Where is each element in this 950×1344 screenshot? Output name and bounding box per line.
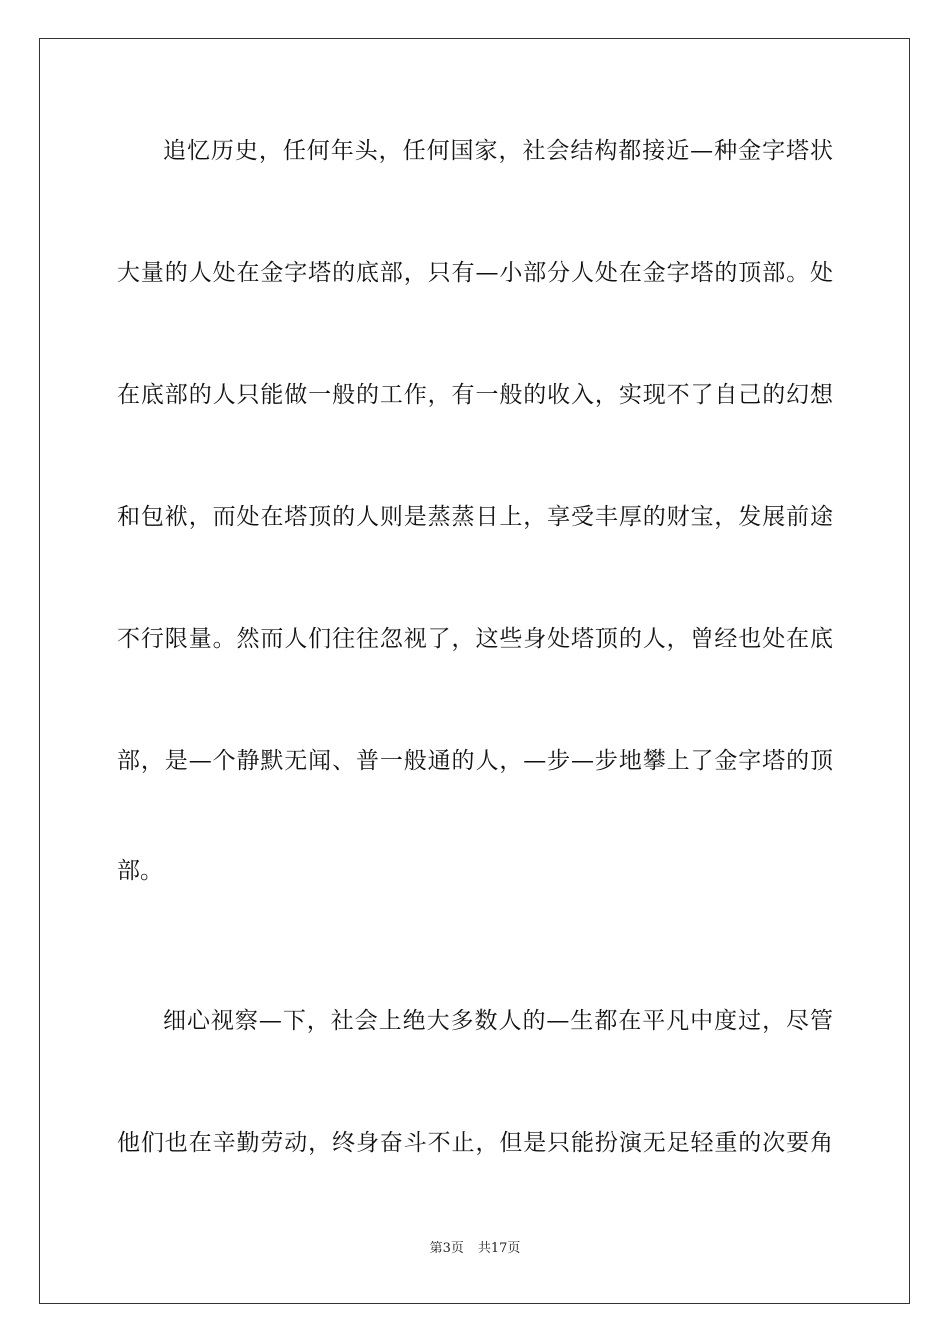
- paragraph-1-line-5: 不行限量。然而人们往往忽视了，这些身处塔顶的人，曾经也处在底: [117, 626, 833, 652]
- paragraph-1-line-3: 在底部的人只能做一般的工作，有一般的收入，实现不了自己的幻想: [117, 382, 833, 408]
- page-footer: [0, 1240, 950, 1258]
- paragraph-1-line-4: 和包袱，而处在塔顶的人则是蒸蒸日上，享受丰厚的财宝，发展前途: [117, 504, 833, 530]
- paragraph-1-line-1: 追忆历史，任何年头，任何国家，社会结构都接近—种金字塔状: [163, 138, 833, 164]
- page-total: 共17页: [477, 1241, 521, 1256]
- page-border: [39, 38, 910, 1304]
- paragraph-1-line-6: 部，是—个静默无闻、普一般通的人，—步—步地攀上了金字塔的顶: [117, 748, 833, 774]
- paragraph-2-line-2: 他们也在辛勤劳动，终身奋斗不止，但是只能扮演无足轻重的次要角: [117, 1130, 833, 1156]
- page-number: 第3页: [429, 1241, 464, 1256]
- paragraph-1-line-2: 大量的人处在金字塔的底部，只有—小部分人处在金字塔的顶部。处: [117, 260, 833, 286]
- paragraph-1-line-7: 部。: [117, 858, 163, 884]
- paragraph-2-line-1: 细心视察—下，社会上绝大多数人的—生都在平凡中度过，尽管: [163, 1008, 833, 1034]
